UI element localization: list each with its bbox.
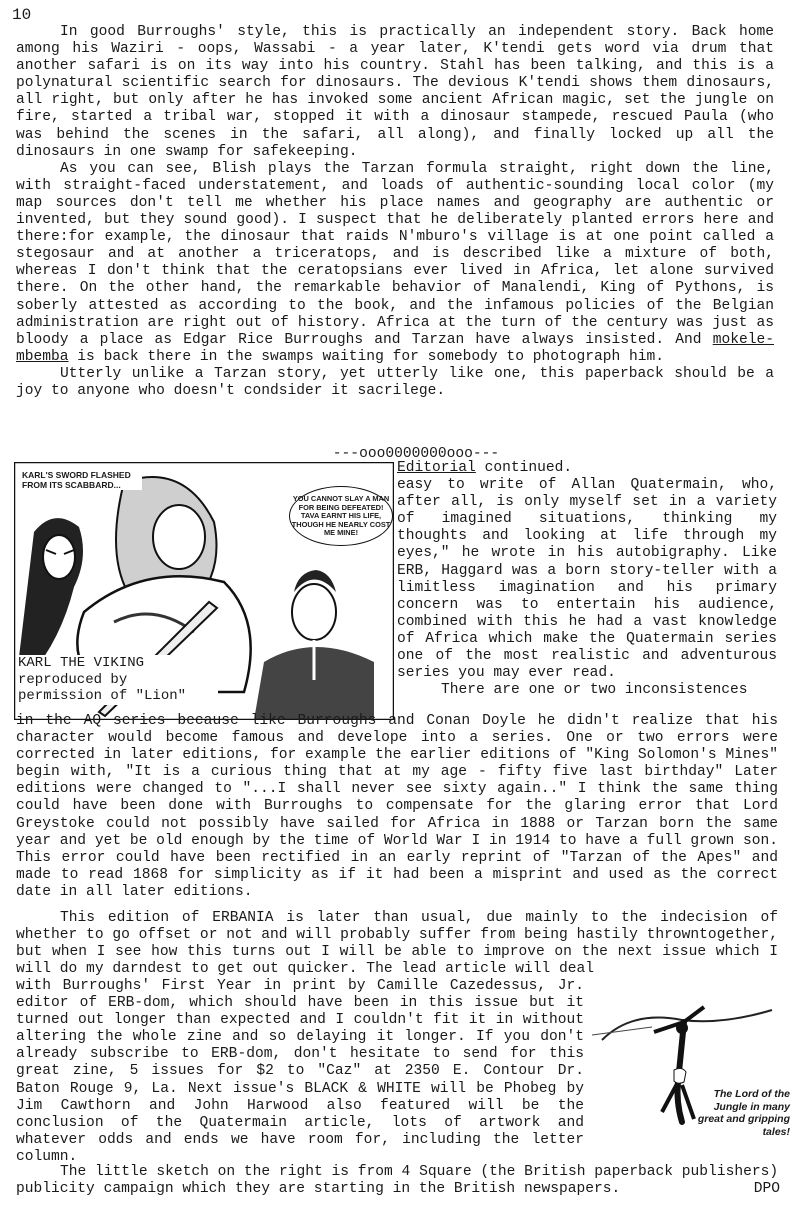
editorial-issue-paragraph-2: with Burroughs' First Year in print by Camille Cazedessus, Jr. editor of ERB-dom, which should have been in this issue but it turned out longer than expected and I couldn't fit it in without altering the whole zine and so delaying it longer. If you don't already subscribe to ERB-dom, don't hesitate to send for this great zine, 5 issues for $2 to "Caz" at 2350 E. Contour Dr. Baton Rouge 9, La. Next issue's BLACK & WHITE will be Phobeg by Jim Cawthorn and John Harwood also featured will be the conclusion of the Quatermain article, lots of artwork and whatever odds and ends we have room for, including the letter column. <box>16 978 584 1165</box>
comic-caption: KARL'S SWORD FLASHED FROM ITS SCABBARD... <box>22 470 142 490</box>
closing-text: The little sketch on the right is from 4 Square (the British paperback publishers) publicity campaign which they are starting in the British newspapers. <box>16 1164 779 1198</box>
review-text <box>16 24 774 400</box>
editorial-column-text: easy to write of Allan Quatermain, who, after all, is only myself set in a variety of imagined situations, thinking my thoughts and looking at life through my eyes," he wrote in his autobigraphy. Like ERB, Haggard was a born story-teller with a limitless imagination and his primary concern was to entertain his audience, combined with this he had a vast knowledge of Africa which make the Quatermain series one of the most realistic and adventurous series you may ever read. <box>397 477 777 682</box>
review-paragraph-3: Utterly unlike a Tarzan story, yet utterly like one, this paperback should be a joy to anyone who doesn't condsider it sacrilege. <box>16 365 774 399</box>
page-number: 10 <box>12 6 32 24</box>
mokele-mbemba-term: mokele-mbemba <box>16 331 774 365</box>
editorial-column-text-2: There are one or two inconsistences <box>441 682 748 699</box>
review-paragraph-2 <box>16 161 774 366</box>
editorial-heading: Editorial <box>397 460 476 476</box>
signature: DPO <box>753 1181 780 1198</box>
comic-credit: KARL THE VIKING reproduced by permission of "Lion" <box>18 655 218 705</box>
editorial-wide-text: in the AQ series because like Burroughs and Conan Doyle he didn't realize that his character would become famous and develope into a series. One or two errors were corrected in later editions, for example the earlier editions of "King Solomon's Mines" begin with, "It is a curious thing that at my age - fifty five last birthday" Later editions were changed to "...I shall never see sixty again.." I think the same thing could have been done with Burroughs to compensate for the glaring error that Lord Greystoke could not possibly have sailed for Africa in 1888 or Tarzan born the same year and yet be old enough by the time of World War I in 1914 to have a full grown son. This error could have been rectified in an early reprint of "Tarzan of the Apes" and made to read 1868 for simplicity as if it had been a misprint and used as the correct date in all later editions. <box>16 713 778 900</box>
review-paragraph-2-a: As you can see, Blish plays the Tarzan formula straight, right down the line, with straight-faced understatement, and loads of authentic-sounding local color (my map sources don't tell me whether his place names and geography are authentic or invented, but they sound good). I suspect that he deliberately planted errors here and there:for example, the dinosaur that raids N'mburo's village is at one point called a stegosaur and at another a triceratops, and is described like a mixture of both, whereas I don't think that the ceratopsians ever lived in Africa, let alone survived there. On the other hand, the remarkable behavior of Manalendi, King of Pythons, is soberly attested as according to the book, and the infamous policies of the Belgian administration are right out of history. Africa at the turn of the century was just as bloody a place as Edgar Rice Burroughs and Tarzan have always insisted. And <box>16 160 774 348</box>
review-paragraph-1: In good Burroughs' style, this is practically an independent story. Back home among his Waziri - oops, Wassabi - a year later, K'tendi gets word via drum that another safari is on its way into his country. Stahl has been talking, and this is a polynatural scientific search for dinosaurs. The devious K'tendi shows them dinosaurs, all right, but only after he has invoked some ancient African magic, set the jungle on fire, started a tribal war, stopped it with a dinosaur stampede, rescued Paula (who was behind the scenes in the safari, all along), and finally locked up all the dinosaurs in one swamp for safekeeping. <box>16 24 774 160</box>
review-paragraph-2-b: is back there in the swamps waiting for somebody to photograph him. <box>68 348 665 365</box>
section-separator: ---ooo0000000ooo--- <box>332 446 500 462</box>
editorial-header <box>397 460 777 477</box>
speech-bubble: YOU CANNOT SLAY A MAN FOR BEING DEFEATED! TAVA EARNT HIS LIFE, THOUGH HE NEARLY COST ME MINE! <box>289 486 393 546</box>
editorial-column <box>397 460 777 699</box>
closing-paragraph <box>16 1164 780 1198</box>
figure-caption: The Lord of the Jungle in many great and gripping tales! <box>697 1088 790 1138</box>
editorial-continued: continued. <box>475 460 573 476</box>
editorial-issue-paragraph: This edition of ERBANIA is later than usual, due mainly to the indecision of whether to go offset or not and will probably suffer from being hastily throwntogether, but when I see how this turns out I will be able to improve on the next issue which I will do my darndest to get out quicker. The lead article will deal <box>16 910 778 978</box>
